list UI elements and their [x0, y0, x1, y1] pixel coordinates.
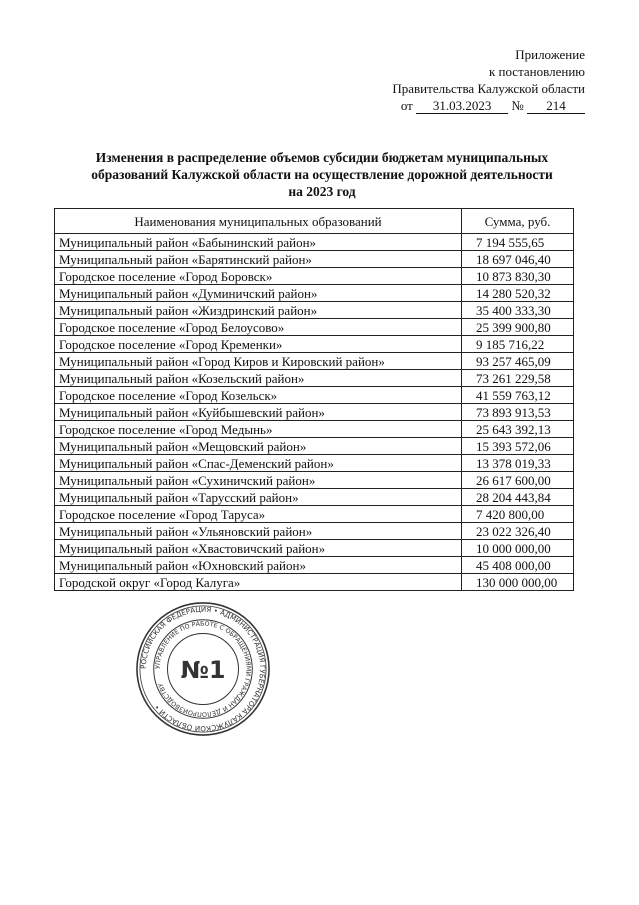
table-row — [55, 574, 574, 591]
municipality-name: Городское поселение «Город Белоусово» — [55, 319, 462, 336]
subsidy-amount: 14 280 520,32 — [462, 285, 574, 302]
subsidy-amount: 7 420 800,00 — [462, 506, 574, 523]
column-header-amount: Сумма, руб. — [462, 209, 574, 234]
subsidy-amount: 25 643 392,13 — [462, 421, 574, 438]
subsidy-table — [54, 208, 574, 591]
table-row — [55, 353, 574, 370]
title-line-1: Изменения в распределение объемов субсидии бюджетам муниципальных — [95, 150, 549, 165]
subsidy-amount: 28 204 443,84 — [462, 489, 574, 506]
municipality-name: Муниципальный район «Бабынинский район» — [55, 234, 462, 251]
seal-outer-text: РОССИЙСКАЯ ФЕДЕРАЦИЯ • АДМИНИСТРАЦИЯ ГУБЕРНАТОРА КАЛУЖСКОЙ ОБЛАСТИ • — [138, 604, 268, 734]
resolution-label: к постановлению — [488, 64, 585, 79]
appendix-label: Приложение — [515, 47, 585, 62]
subsidy-amount: 15 393 572,06 — [462, 438, 574, 455]
municipality-name: Городское поселение «Город Медынь» — [55, 421, 462, 438]
approval-block — [325, 46, 585, 114]
subsidy-amount: 41 559 763,12 — [462, 387, 574, 404]
municipality-name: Муниципальный район «Сухиничский район» — [55, 472, 462, 489]
number-prefix: № — [511, 98, 524, 113]
subsidy-amount: 130 000 000,00 — [462, 574, 574, 591]
column-header-name: Наименования муниципальных образований — [55, 209, 462, 234]
municipality-name: Муниципальный район «Козельский район» — [55, 370, 462, 387]
document-date: 31.03.2023 — [416, 99, 508, 114]
municipality-name: Городское поселение «Город Боровск» — [55, 268, 462, 285]
title-line-3: на 2023 год — [288, 184, 356, 199]
subsidy-amount: 13 378 019,33 — [462, 455, 574, 472]
municipality-name: Городское поселение «Город Козельск» — [55, 387, 462, 404]
table-row — [55, 455, 574, 472]
subsidy-amount: 35 400 333,30 — [462, 302, 574, 319]
subsidy-amount: 10 000 000,00 — [462, 540, 574, 557]
municipality-name: Городское поселение «Город Таруса» — [55, 506, 462, 523]
municipality-name: Муниципальный район «Спас-Деменский район» — [55, 455, 462, 472]
subsidy-amount: 73 893 913,53 — [462, 404, 574, 421]
subsidy-amount: 26 617 600,00 — [462, 472, 574, 489]
subsidy-amount: 25 399 900,80 — [462, 319, 574, 336]
subsidy-amount: 9 185 716,22 — [462, 336, 574, 353]
subsidy-amount: 10 873 830,30 — [462, 268, 574, 285]
table-row — [55, 404, 574, 421]
table-row — [55, 302, 574, 319]
official-seal — [134, 600, 272, 738]
seal-inner-text: УПРАВЛЕНИЕ ПО РАБОТЕ С ОБРАЩЕНИЯМИ ГРАЖДАН И ДЕЛОПРОИЗВОДСТВУ — [154, 620, 252, 718]
table-row — [55, 251, 574, 268]
title-line-2: образований Калужской области на осуществление дорожной деятельности — [91, 167, 553, 182]
table-row — [55, 557, 574, 574]
municipality-name: Муниципальный район «Барятинский район» — [55, 251, 462, 268]
municipality-name: Муниципальный район «Жиздринский район» — [55, 302, 462, 319]
table-row — [55, 472, 574, 489]
municipality-name: Муниципальный район «Тарусский район» — [55, 489, 462, 506]
table-row — [55, 234, 574, 251]
subsidy-amount: 73 261 229,58 — [462, 370, 574, 387]
subsidy-amount: 7 194 555,65 — [462, 234, 574, 251]
municipality-name: Муниципальный район «Думиничский район» — [55, 285, 462, 302]
municipality-name: Муниципальный район «Юхновский район» — [55, 557, 462, 574]
date-number-line — [401, 97, 585, 114]
document-title — [62, 149, 582, 200]
municipality-name: Городское поселение «Город Кременки» — [55, 336, 462, 353]
table-row — [55, 523, 574, 540]
table-row — [55, 506, 574, 523]
table-row — [55, 319, 574, 336]
municipality-name: Муниципальный район «Город Киров и Кировский район» — [55, 353, 462, 370]
municipality-name: Муниципальный район «Куйбышевский район» — [55, 404, 462, 421]
table-row — [55, 285, 574, 302]
date-prefix: от — [400, 98, 413, 113]
table-row — [55, 387, 574, 404]
table-header-row — [55, 209, 574, 234]
document-number: 214 — [527, 99, 585, 114]
table-row — [55, 438, 574, 455]
subsidy-amount: 93 257 465,09 — [462, 353, 574, 370]
government-label: Правительства Калужской области — [392, 81, 585, 96]
municipality-name: Муниципальный район «Мещовский район» — [55, 438, 462, 455]
table-row — [55, 370, 574, 387]
subsidy-amount: 18 697 046,40 — [462, 251, 574, 268]
table-row — [55, 489, 574, 506]
table-row — [55, 540, 574, 557]
table-row — [55, 421, 574, 438]
municipality-name: Городской округ «Город Калуга» — [55, 574, 462, 591]
table-row — [55, 336, 574, 353]
seal-number: №1 — [180, 655, 226, 684]
table-row — [55, 268, 574, 285]
municipality-name: Муниципальный район «Хвастовичский район» — [55, 540, 462, 557]
subsidy-amount: 23 022 326,40 — [462, 523, 574, 540]
municipality-name: Муниципальный район «Ульяновский район» — [55, 523, 462, 540]
subsidy-amount: 45 408 000,00 — [462, 557, 574, 574]
